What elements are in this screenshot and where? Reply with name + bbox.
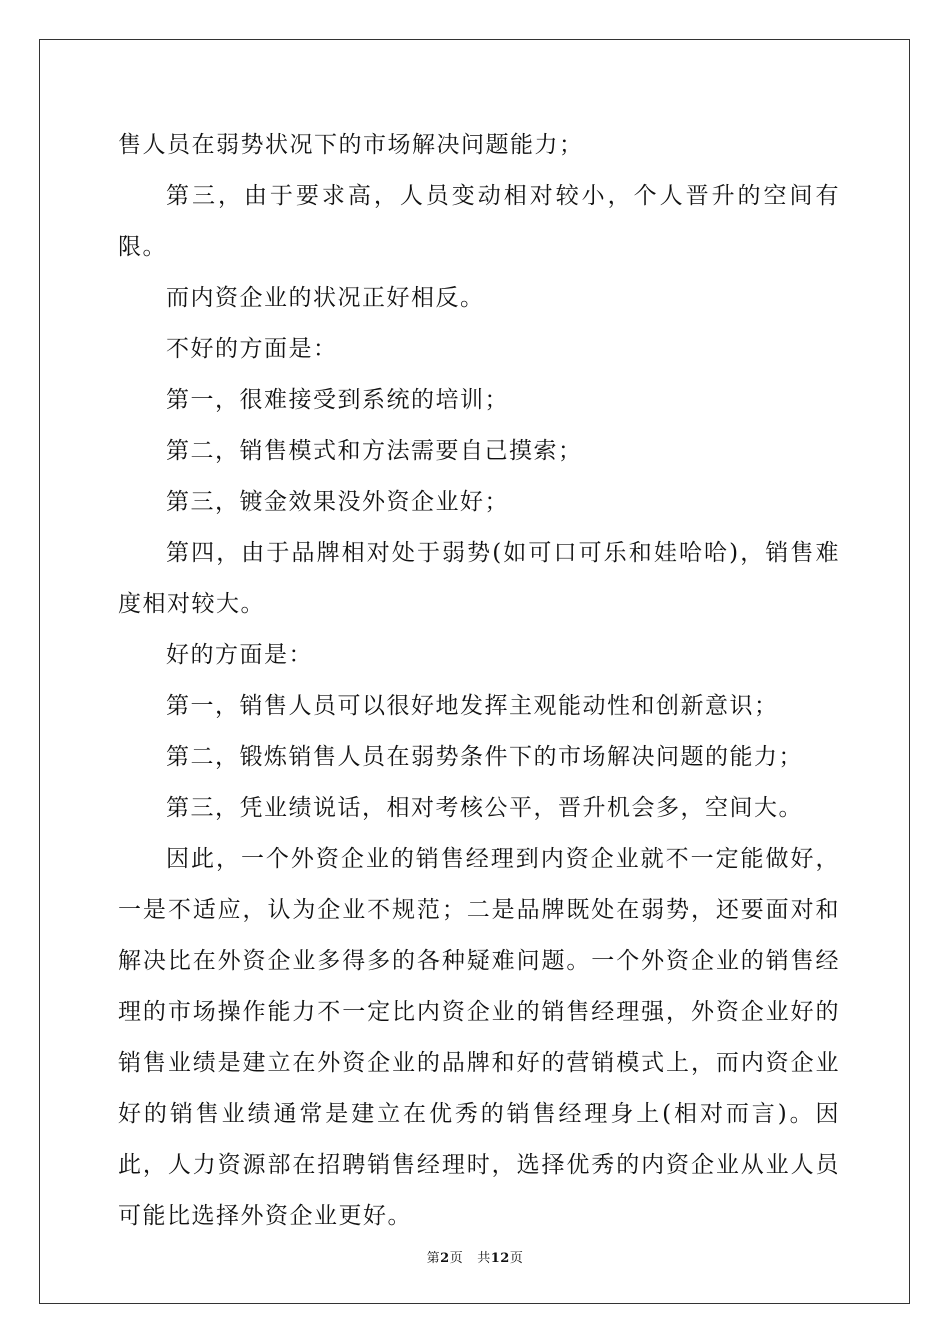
paragraph-10: 第一，销售人员可以很好地发挥主观能动性和创新意识；: [166, 693, 779, 719]
page-suffix: 页: [449, 1251, 464, 1266]
paragraph-6: 第二，销售模式和方法需要自己摸索；: [166, 438, 583, 464]
paragraph-2: 第三，由于要求高，人员变动相对较小，个人晋升的空间有限。: [118, 183, 840, 260]
paragraph-4: 不好的方面是：: [166, 336, 338, 362]
paragraph-1: 售人员在弱势状况下的市场解决问题能力；: [118, 132, 584, 158]
total-pages: 12: [490, 1251, 510, 1266]
document-body: [118, 120, 840, 1242]
paragraph-8: 第四，由于品牌相对处于弱势(如可口可乐和娃哈哈)，销售难度相对较大。: [118, 540, 840, 617]
paragraph-7: 第三，镀金效果没外资企业好；: [166, 489, 509, 515]
paragraph-11: 第二，锻炼销售人员在弱势条件下的市场解决问题的能力；: [166, 744, 803, 770]
page-footer: [0, 1247, 950, 1266]
total-suffix: 页: [509, 1251, 524, 1266]
paragraph-3: 而内资企业的状况正好相反。: [166, 285, 485, 311]
page-prefix: 第: [426, 1251, 441, 1266]
paragraph-13: 因此，一个外资企业的销售经理到内资企业就不一定能做好，一是不适应，认为企业不规范；二是品牌既处在弱势，还要面对和解决比在外资企业多得多的各种疑难问题。一个外资企业的销售经理的市场操作能力不一定比内资企业的销售经理强，外资企业好的销售业绩是建立在外资企业的品牌和好的营销模式上，而内资企业好的销售业绩通常是建立在优秀的销售经理身上(相对而言)。因此，人力资源部在招聘销售经理时，选择优秀的内资企业从业人员可能比选择外资企业更好。: [118, 846, 840, 1229]
total-prefix: 共: [477, 1251, 491, 1266]
page-number: 2: [440, 1251, 450, 1266]
paragraph-9: 好的方面是：: [166, 642, 313, 668]
paragraph-5: 第一，很难接受到系统的培训；: [166, 387, 509, 413]
paragraph-12: 第三，凭业绩说话，相对考核公平，晋升机会多，空间大。: [166, 795, 803, 821]
